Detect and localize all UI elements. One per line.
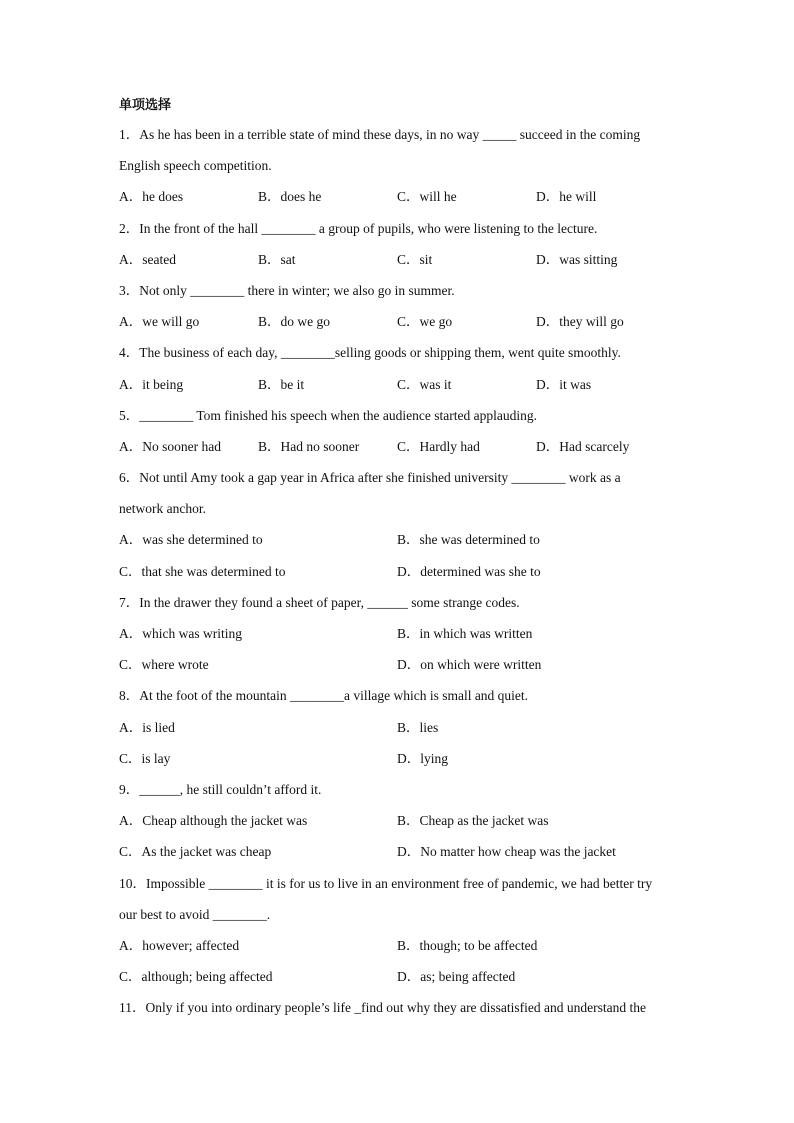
question-7 <box>119 587 679 681</box>
options-row <box>119 618 679 649</box>
option-a[interactable]: A．Cheap although the jacket was <box>119 813 308 829</box>
option-d[interactable]: D．it was <box>536 376 592 392</box>
option-b[interactable]: B．do we go <box>258 314 330 330</box>
option-d[interactable]: D．they will go <box>536 314 624 330</box>
question-stem-line: 6．Not until Amy took a gap year in Africa after she finished university ________ work as a <box>119 470 621 486</box>
question-stem-line: 2．In the front of the hall ________ a group of pupils, who were listening to the lecture. <box>119 220 598 236</box>
options-row <box>119 649 679 680</box>
options-row <box>119 805 679 836</box>
option-c[interactable]: C．is lay <box>119 750 171 766</box>
option-d[interactable]: D．was sitting <box>536 251 618 267</box>
option-a[interactable]: A．it being <box>119 376 184 392</box>
options-row <box>119 836 679 867</box>
question-stem-line: our best to avoid ________. <box>119 906 271 922</box>
question-stem-line: 3．Not only ________ there in winter; we also go in summer. <box>119 282 455 298</box>
option-d[interactable]: D．on which were written <box>397 657 542 673</box>
option-a[interactable]: A．however; affected <box>119 937 240 953</box>
options-row <box>119 930 679 961</box>
options-row <box>119 743 679 774</box>
question-10 <box>119 868 679 993</box>
question-6 <box>119 462 679 587</box>
option-b[interactable]: B．lies <box>397 719 439 735</box>
option-c[interactable]: C．will he <box>397 189 457 205</box>
question-1 <box>119 119 679 213</box>
option-a[interactable]: A．is lied <box>119 719 175 735</box>
options-row <box>119 524 679 555</box>
options-row <box>119 369 679 400</box>
option-b[interactable]: B．sat <box>258 251 296 267</box>
option-a[interactable]: A．No sooner had <box>119 438 221 454</box>
question-stem-line: 9．______, he still couldn’t afford it. <box>119 781 322 797</box>
option-c[interactable]: C．Hardly had <box>397 438 480 454</box>
option-c[interactable]: C．sit <box>397 251 433 267</box>
option-c[interactable]: C．although; being affected <box>119 969 273 985</box>
options-row <box>119 712 679 743</box>
options-row <box>119 431 679 462</box>
option-b[interactable]: B．Had no sooner <box>258 438 360 454</box>
option-a[interactable]: A．was she determined to <box>119 532 263 548</box>
question-3 <box>119 275 679 337</box>
options-row <box>119 244 679 275</box>
option-b[interactable]: B．in which was written <box>397 626 533 641</box>
option-c[interactable]: C．was it <box>397 376 452 392</box>
option-d[interactable]: D．lying <box>397 750 449 766</box>
option-a[interactable]: A．seated <box>119 251 176 267</box>
option-c[interactable]: C．As the jacket was cheap <box>119 844 272 860</box>
question-list <box>119 119 679 1023</box>
options-row <box>119 306 679 337</box>
question-stem-line: 1．As he has been in a terrible state of mind these days, in no way _____ succeed in the coming <box>119 127 641 142</box>
option-a[interactable]: A．which was writing <box>119 626 242 641</box>
question-11 <box>119 992 679 1023</box>
option-d[interactable]: D．Had scarcely <box>536 438 630 454</box>
options-row <box>119 961 679 992</box>
question-9 <box>119 774 679 868</box>
question-2 <box>119 213 679 275</box>
question-stem-line: 4．The business of each day, ________selling goods or shipping them, went quite smoothly. <box>119 345 621 361</box>
option-b[interactable]: B．Cheap as the jacket was <box>397 813 549 829</box>
option-b[interactable]: B．she was determined to <box>397 532 540 548</box>
option-b[interactable]: B．be it <box>258 376 305 392</box>
question-stem-line: 7．In the drawer they found a sheet of paper, ______ some strange codes. <box>119 594 520 610</box>
option-c[interactable]: C．we go <box>397 314 453 330</box>
question-stem-line: network anchor. <box>119 501 206 517</box>
question-8 <box>119 680 679 774</box>
option-d[interactable]: D．determined was she to <box>397 563 541 579</box>
option-d[interactable]: D．as; being affected <box>397 969 516 985</box>
question-stem-line: 5．________ Tom finished his speech when the audience started applauding. <box>119 407 537 423</box>
question-stem-line: 10．Impossible ________ it is for us to live in an environment free of pandemic, we had better try <box>119 875 653 891</box>
option-a[interactable]: A．we will go <box>119 314 200 330</box>
question-stem-line: 8．At the foot of the mountain ________a village which is small and quiet. <box>119 688 529 704</box>
option-b[interactable]: B．does he <box>258 189 322 205</box>
option-c[interactable]: C．where wrote <box>119 657 209 673</box>
question-4 <box>119 337 679 399</box>
option-a[interactable]: A．he does <box>119 189 184 205</box>
options-row <box>119 556 679 587</box>
option-d[interactable]: D．he will <box>536 189 597 205</box>
question-stem-line: 11．Only if you into ordinary people’s life _find out why they are dissatisfied and understand the <box>119 1000 647 1016</box>
section-title: 单项选择 <box>119 98 172 113</box>
question-sheet <box>119 92 679 1023</box>
option-b[interactable]: B．though; to be affected <box>397 937 538 953</box>
options-row <box>119 181 679 212</box>
question-stem-line: English speech competition. <box>119 158 272 174</box>
option-d[interactable]: D．No matter how cheap was the jacket <box>397 844 616 860</box>
option-c[interactable]: C．that she was determined to <box>119 563 286 579</box>
question-5 <box>119 400 679 462</box>
